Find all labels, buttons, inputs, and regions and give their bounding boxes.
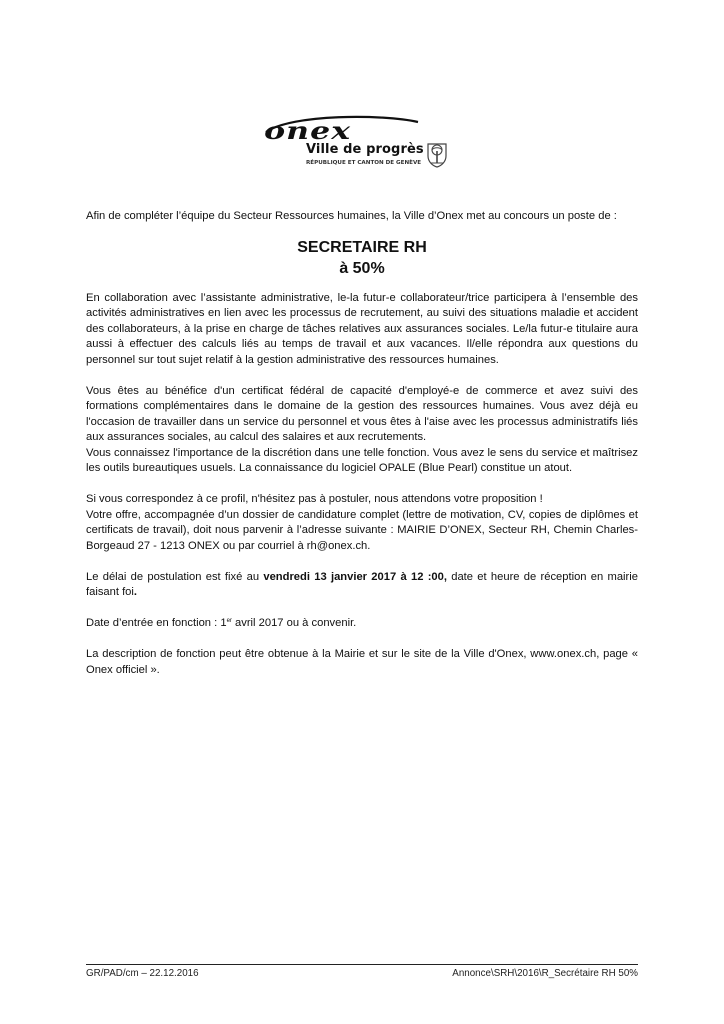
start-date-rest: avril 2017 ou à convenir. — [231, 617, 357, 629]
start-date-paragraph — [86, 616, 638, 632]
onex-wordmark-text: onex — [264, 116, 352, 146]
application-paragraph: Votre offre, accompagnée d’un dossier de candidature complet (lettre de motivation, CV, copies de diplômes et certificats de travail), doit nous parvenir à l’adresse suivante : MAIRIE D’ONEX, Secteur RH, Chemin Charles-Borgeaud 27 - 1213 ONEX ou par courriel à rh@onex.ch. — [86, 508, 638, 552]
deadline-paragraph — [86, 570, 638, 601]
job-title-line2: à 50% — [339, 259, 385, 277]
deadline-text: Le délai de postulation est fixé au — [86, 570, 264, 583]
profile-paragraph: Vous êtes au bénéfice d'un certificat fédéral de capacité d'employé-e de commerce et avez suivi des formations complémentaires dans le domaine de la gestion des ressources humaines. Vous avez déjà eu l'occasion de travailler dans un service du personnel et vous êtes à l'aise avec les processus administratifs liés aux assurances sociales, au calcul des salaires et aux recrutements. — [86, 384, 638, 443]
deadline-end: . — [133, 586, 137, 598]
deadline-date: vendredi 13 janvier 2017 à 12 :00, — [263, 570, 447, 583]
skills-paragraph: Vous connaissez l'importance de la discrétion dans une telle fonction. Vous avez le sens du service et maîtrisez les outils bureautiques usuels. La connaissance du logiciel OPALE (Blue Pearl) constitue un atout. — [86, 446, 638, 474]
geneva-crest-icon — [426, 142, 448, 168]
job-title — [86, 237, 638, 279]
invitation-paragraph: Si vous correspondez à ce profil, n'hésitez pas à postuler, nous attendons votre proposition ! — [86, 493, 543, 505]
start-date-text: Date d’entrée en fonction : 1 — [86, 617, 227, 629]
logo-subline: RÉPUBLIQUE ET CANTON DE GENÈVE — [306, 160, 422, 166]
onex-logo — [262, 112, 462, 174]
duties-paragraph: En collaboration avec l’assistante administrative, le-la futur-e collaborateur/trice participera à l’ensemble des activités administratives en lien avec les processus de recrutement, au suivi des situations maladie et accident des collaborateurs, à la prise en charge de tâches relatives aux assurances sociales. Le/la futur-e titulaire aura aussi à effectuer des calculs liés au temps de travail et aux vacances. Il/elle répondra aux questions du personnel sur tout sujet relatif à la gestion administrative des ressources humaines. — [86, 291, 638, 366]
start-date-ordinal: er — [226, 618, 232, 624]
footer-reference: GR/PAD/cm – 22.12.2016 — [86, 968, 199, 979]
page-footer — [86, 964, 638, 980]
job-announcement — [86, 209, 638, 678]
intro-paragraph: Afin de compléter l’équipe du Secteur Ressources humaines, la Ville d’Onex met au concours un poste de : — [86, 210, 617, 222]
job-title-line1: SECRETAIRE RH — [297, 238, 427, 256]
footer-file-path: Annonce\SRH\2016\R_Secrétaire RH 50% — [452, 968, 638, 979]
description-paragraph: La description de fonction peut être obtenue à la Mairie et sur le site de la Ville d'Onex, www.onex.ch, page « Onex officiel ». — [86, 648, 638, 676]
logo-tagline: Ville de progrès — [306, 142, 424, 157]
deadline-rest: date et heure de réception en mairie faisant foi — [86, 570, 638, 598]
